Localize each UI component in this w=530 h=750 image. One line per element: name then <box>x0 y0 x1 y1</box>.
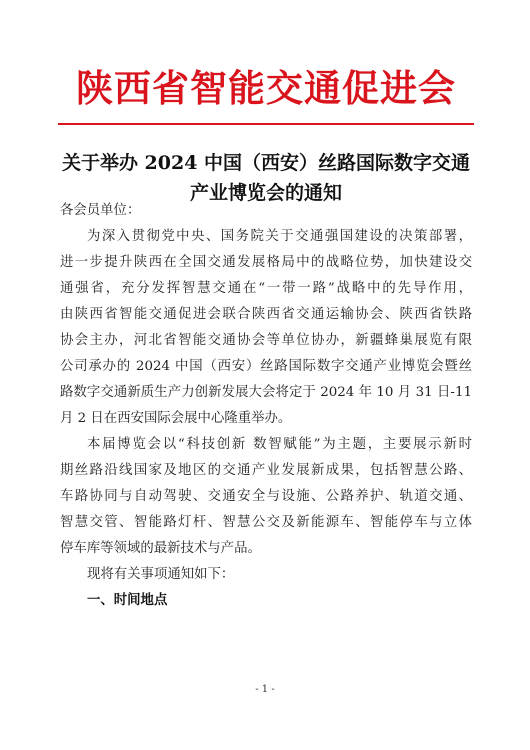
document-title-line-1: 关于举办 2024 中国（西安）丝路国际数字交通 <box>61 152 471 174</box>
salutation: 各会员单位： <box>60 203 141 218</box>
paragraph-1 <box>60 224 472 432</box>
paragraph-2-line: 停车库等领域的最新技术与产品。 <box>60 541 261 556</box>
paragraph-1-line: 公司承办的 2024 中国（西安）丝路国际数字交通产业博览会暨丝 <box>60 359 472 374</box>
paragraph-2 <box>60 432 472 562</box>
paragraph-1-line: 为深入贯彻党中央、国务院关于交通强国建设的决策部署， <box>87 229 472 244</box>
document-body <box>60 198 472 614</box>
page-number: - 1 - <box>255 684 275 695</box>
paragraph-2-line: 期丝路沿线国家及地区的交通产业发展新成果，包括智慧公路、 <box>60 463 472 478</box>
document-title-line-2: 产业博览会的通知 <box>189 182 342 204</box>
notice-line: 现将有关事项通知如下： <box>87 567 235 582</box>
organization-header: 陕西省智能交通促进会 <box>76 67 456 110</box>
paragraph-1-line: 进一步提升陕西在全国交通发展格局中的战略位势，加快建设交 <box>60 255 472 270</box>
paragraph-2-line: 智慧交管、智能路灯杆、智慧公交及新能源车、智能停车与立体 <box>60 515 472 530</box>
section-heading-time-location: 一、时间地点 <box>87 593 168 608</box>
paragraph-1-line: 通强省，充分发挥智慧交通在“一带一路”战略中的先导作用， <box>60 281 472 296</box>
paragraph-2-line: 车路协同与自动驾驶、交通安全与设施、公路养护、轨道交通、 <box>60 489 472 504</box>
paragraph-1-line: 由陕西省智能交通促进会联合陕西省交通运输协会、陕西省铁路 <box>60 307 472 322</box>
paragraph-1-line: 月 2 日在西安国际会展中心隆重举办。 <box>60 411 292 426</box>
paragraph-2-line: 本届博览会以“科技创新 数智赋能”为主题，主要展示新时 <box>87 437 472 452</box>
paragraph-1-line: 路数字交通新质生产力创新发展大会将定于 2024 年 10 月 31 日-11 <box>60 385 472 400</box>
paragraph-1-line: 协会主办，河北省智能交通协会等单位协办，新疆蜂巢展览有限 <box>60 333 472 348</box>
header-red-rule <box>58 123 474 125</box>
